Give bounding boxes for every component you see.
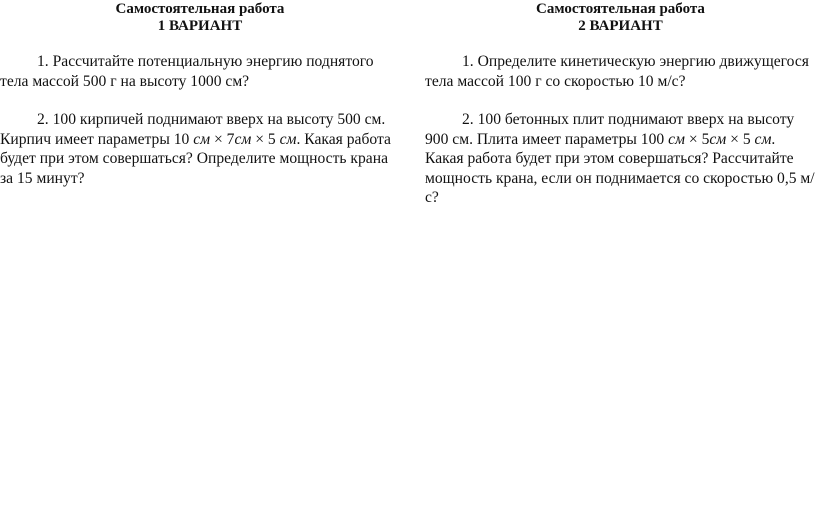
variant-2-task-2-unit-1: см: [668, 130, 685, 148]
variant-2-task-2-mid-1: × 5: [684, 130, 710, 148]
variant-1-task-2-mid-1: × 7: [210, 130, 235, 148]
variant-1-subtitle: 1 ВАРИАНТ: [157, 18, 243, 34]
variant-2-subtitle: 2 ВАРИАНТ: [578, 18, 663, 34]
variant-2-task-2-unit-2: см: [709, 130, 727, 148]
variant-1-task-2-suffix: . Какая работа будет при этом совершаться? Определите мощность крана за 15 минут?: [0, 130, 391, 187]
variant-2-task-2-unit-3: см: [754, 130, 772, 148]
variant-2-task-2-mid-2: × 5: [726, 130, 755, 148]
variant-1-task-1: 1. Рассчитайте потенциальную энергию поднятого тела массой 500 г на высоту 1000 см?: [0, 53, 374, 90]
variant-2-task-2-suffix: . Какая работа будет при этом совершаться? Рассчитайте мощность крана, если он поднимается со скоростью 0,5 м/с?: [425, 130, 815, 206]
variant-1-task-2-mid-2: × 5: [251, 130, 280, 148]
variant-1-title: Самостоятельная работа: [115, 1, 285, 17]
variant-1-task-2: [0, 110, 400, 188]
variant-2-task-2: [425, 110, 816, 208]
variant-1-task-2-unit-3: см: [279, 130, 297, 148]
variant-1-task-2-unit-2: см: [234, 130, 252, 148]
variant-1-task-2-unit-1: см: [193, 130, 211, 148]
variant-2-task-2-prefix: 2. 100 бетонных плит поднимают вверх на высоту 900 см. Плита имеет параметры 100: [425, 111, 795, 148]
variant-2-column: [425, 0, 816, 208]
variant-2-task-1: 1. Определите кинетическую энергию движущегося тела массой 100 г со скоростью 10 м/с?: [425, 53, 809, 90]
variant-2-title: Самостоятельная работа: [536, 1, 705, 17]
variant-1-column: [0, 0, 400, 188]
variant-1-task-2-prefix: 2. 100 кирпичей поднимают вверх на высоту 500 см. Кирпич имеет параметры 10: [0, 111, 386, 148]
